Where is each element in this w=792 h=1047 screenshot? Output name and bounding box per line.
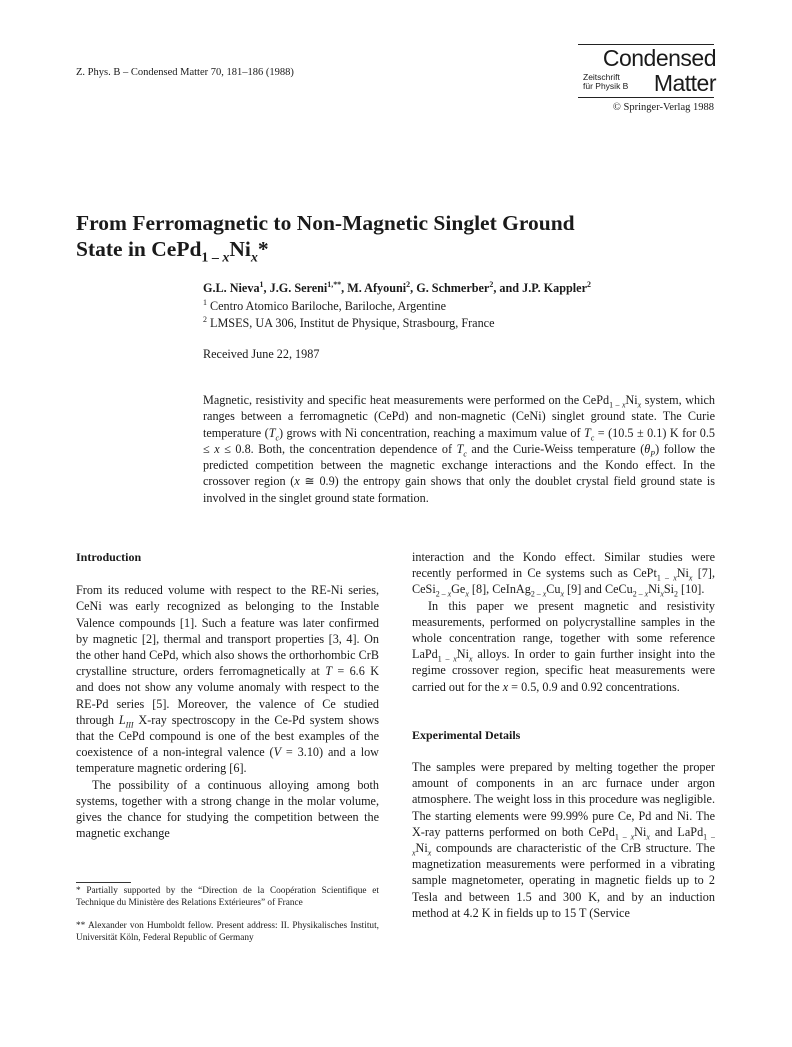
logo-condensed-word: Condensed xyxy=(602,45,716,71)
author-name: J.G. Sereni xyxy=(269,281,328,295)
right-column xyxy=(412,549,715,921)
intro-paragraph-1: From its reduced volume with respect to the RE-Ni series, CeNi was early recognized as belonging to the Instable Valence compounds [1]. Such a feature was later confirmed by magnetic [2], thermal and transport properties [3, 4]. On the other hand CePd, which also shows the orthorhombic CrB crystalline structure, orders ferromagnetically at T = 6.6 K and does not show any volume anomaly with respect to the RE-Pd series [5]. Moreover, the valence of Ce studied through $L_{III}$ X-ray spectroscopy in the Ce-Pd system shows that the CePd compound is one of the best examples of the coexistence of a non-integral valence (V = 3.10) and a low temperature magnetic ordering [6]. xyxy=(76,583,379,776)
section-heading-experimental: Experimental Details xyxy=(412,727,521,742)
left-column xyxy=(76,549,379,841)
intro-continued-paragraph: interaction and the Kondo effect. Similar studies were recently performed in Ce systems such as $CePt_{1 - x}Ni_x$ [7], $CeSi_{2 - x}Ge_x$ [8], $CeInAg_{2 - x}Cu_x$ [9] and $CeCu_{2 - x}Ni_xSi_2$ [10]. xyxy=(412,550,715,599)
received-date: Received June 22, 1987 xyxy=(203,347,320,361)
journal-citation: Z. Phys. B – Condensed Matter 70, 181–186 (1988) xyxy=(76,67,294,78)
logo-zeitschrift-line: Zeitschrift xyxy=(583,72,620,82)
logo-bottom-rule xyxy=(578,97,714,98)
article-title xyxy=(76,210,716,266)
footnote-funding: * Partially supported by the “Direction de la Coopération Scientifique et Technique du Ministère des Relations Extérieures” of France xyxy=(76,886,379,908)
title-line-2: State in $CePd_{1 - x}Ni_x*$ xyxy=(76,237,269,266)
abstract: Magnetic, resistivity and specific heat measurements were performed on the $CePd_{1 - x}Ni_x$ system, which ranges between a ferromagnetic (CePd) and non-magnetic (CeNi) singlet ground state. The Curie temperature $(T_c)$ grows with Ni concentration, reaching a maximum value of $T_c = (10.5 \pm 0.1)$ K for 0.5 ≤ x ≤ 0.8. Both, the concentration dependence of $T_c$ and the Curie-Weiss temperature $(\theta_P)$ follow the predicted competition between the magnetic exchange interactions and the Kondo effect. In the crossover region (x ≅ 0.9) the entropy gain shows that only the doublet crystal field ground state is involved in the singlet ground state formation. xyxy=(203,393,715,505)
footnote-rule xyxy=(76,882,131,883)
affiliation-1: $^1$ Centro Atomico Bariloche, Bariloche, Argentine xyxy=(203,297,447,313)
experimental-paragraph-1: The samples were prepared by melting together the proper amount of components in an arc furnace under argon atmosphere. The weight loss in this procedure was negligible. The starting elements were 99.99% pure Ce, Pd and Ni. The X-ray patterns performed on both $CePd_{1 - x}Ni_x$ and $LaPd_{1 - x}Ni_x$ compounds are characteristic of the CrB structure. The magnetization measurements were performed in a vibrating sample magnetometer, operating in magnetic fields up to 2 Tesla and between 1.5 and 300 K, and by an induction method at 4.2 K in fields up to 15 T (Service xyxy=(412,760,716,920)
footnote-address: ** Alexander von Humboldt fellow. Present address: II. Physikalisches Institut, Universität Köln, Federal Republic of Germany xyxy=(76,921,379,943)
author-name: G. Schmerber xyxy=(416,281,490,295)
intro-paragraph-2: The possibility of a continuous alloying among both systems, together with a strong change in the molar volume, gives the chance for studying the competition between the magnetic exchange xyxy=(76,777,379,841)
affiliation-2: $^2$ LMSES, UA 306, Institut de Physique, Strasbourg, France xyxy=(203,314,495,330)
logo-physik-line: für Physik B xyxy=(583,81,629,91)
author-name: J.P. Kappler xyxy=(522,281,588,295)
logo-matter-word: Matter xyxy=(653,70,716,96)
copyright-notice: © Springer-Verlag 1988 xyxy=(612,102,714,113)
author-name: M. Afyouni xyxy=(347,281,407,295)
author-list: G.L. Nieva$^1$, J.G. Sereni$^{1,**}$, M. Afyouni$^2$, G. Schmerber$^2$, and J.P. Kappler$^2$ xyxy=(203,279,591,295)
author-name: G.L. Nieva xyxy=(203,281,260,295)
intro-paragraph-3: In this paper we present magnetic and resistivity measurements, performed on polycrystalline samples in the whole concentration range, together with some reference $LaPd_{1 - x}Ni_x$ alloys. In order to gain further insight into the regime crossover region, specific heat measurements were carried out for the x = 0.5, 0.9 and 0.92 concentrations. xyxy=(412,598,715,694)
title-line-1: From Ferromagnetic to Non-Magnetic Singlet Ground xyxy=(76,211,575,235)
section-heading-introduction: Introduction xyxy=(76,550,142,564)
